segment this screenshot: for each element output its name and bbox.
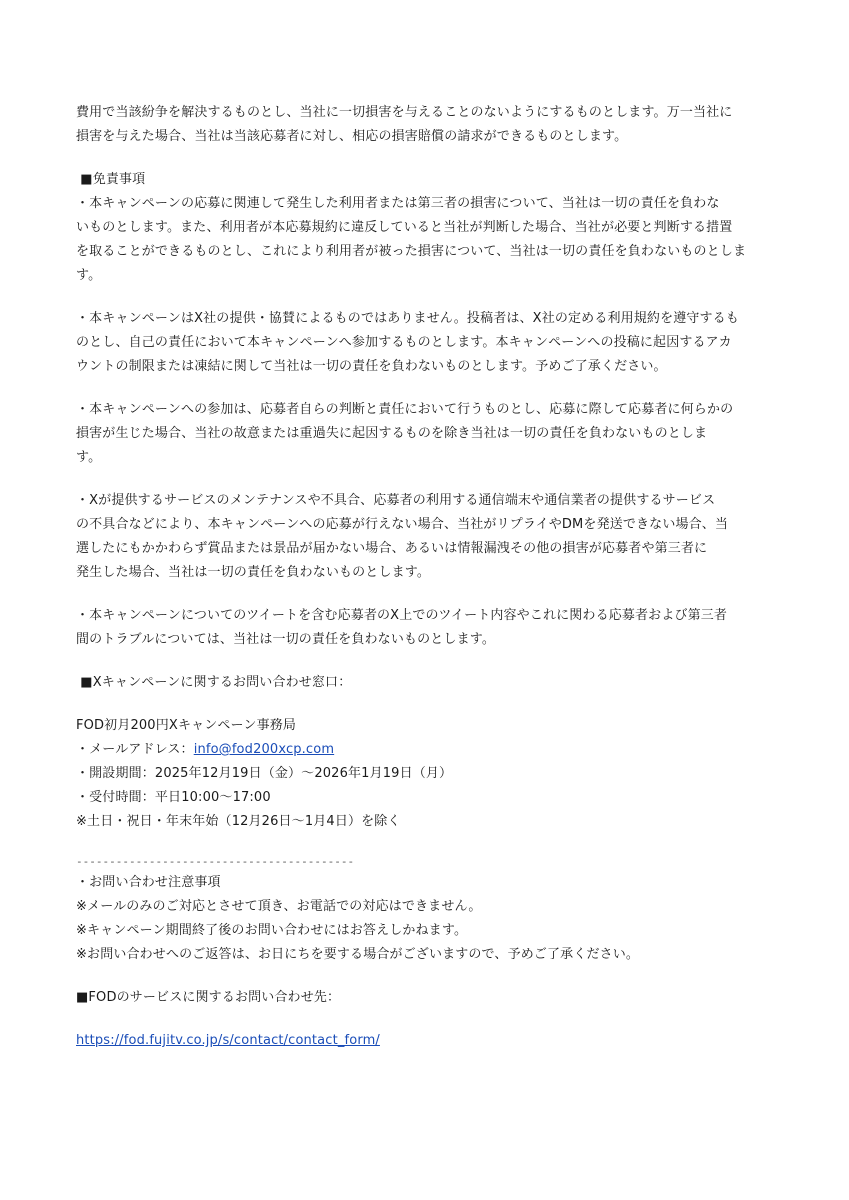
disclaimer-item-4: ・Xが提供するサービスのメンテナンスや不具合、応募者の利用する通信端末や通信業者の提供するサービス の不具合などにより、本キャンペーンへの応募が行えない場合、当社がリプライやDMを発送できない場合、当 選したにもかかわらず賞品または景品が届かない場合、あるいは情報漏洩その他の損害が応募者や第三者に 発生した場合、当社は一切の責任を負わないものとします。 <box>76 493 729 580</box>
contact-email-line <box>76 738 776 762</box>
section-divider: ------------------------------------------ <box>76 855 355 868</box>
document-page <box>76 101 776 1053</box>
disclaimer-item-5: ・本キャンペーンについてのツイートを含む応募者のX上でのツイート内容やこれに関わる応募者および第三者 間のトラブルについては、当社は一切の責任を負わないものとします。 <box>76 608 728 647</box>
contact-period: ・開設期間：2025年12月19日（金）～2026年1月19日（月） <box>76 766 453 781</box>
notes-item-3: ※お問い合わせへのご返答は、お日にちを要する場合がございますので、予めご了承ください。 <box>76 947 640 962</box>
disclaimer-heading: ■免責事項 <box>76 172 146 187</box>
notes-heading: ・お問い合わせ注意事項 <box>76 875 221 890</box>
contact-email-link[interactable]: info@fod200xcp.com <box>193 742 335 757</box>
disclaimer-item-3: ・本キャンペーンへの参加は、応募者自らの判断と責任において行うものとし、応募に際して応募者に何らかの 損害が生じた場合、当社の故意または重過失に起因するものを除き当社は一切の責任を負わないものとしま す。 <box>76 402 734 465</box>
notes-item-1: ※メールのみのご対応とさせて頂き、お電話での対応はできません。 <box>76 899 482 914</box>
disclaimer-item-2: ・本キャンペーンはX社の提供・協賛によるものではありません。投稿者は、X社の定める利用規約を遵守するも のとし、自己の責任において本キャンペーンへ参加するものとします。本キャンペーンへの投稿に起因するアカ ウントの制限または凍結に関して当社は一切の責任を負わないものとします。予めご了承ください。 <box>76 311 739 374</box>
fod-contact-heading: ■FODのサービスに関するお問い合わせ先： <box>76 990 341 1005</box>
fod-contact-url-line <box>76 1029 776 1053</box>
contact-email-label: ・メールアドレス： <box>76 742 194 757</box>
fod-contact-url-link[interactable]: https://fod.fujitv.co.jp/s/contact/contact_form/ <box>76 1033 380 1048</box>
intro-paragraph: 費用で当該紛争を解決するものとし、当社に一切損害を与えることのないようにするものとします。万一当社に 損害を与えた場合、当社は当該応募者に対し、相応の損害賠償の請求ができるものとします。 <box>76 105 733 144</box>
contact-holidays: ※土日・祝日・年末年始（12月26日～1月4日）を除く <box>76 814 401 829</box>
notes-item-2: ※キャンペーン期間終了後のお問い合わせにはお答えしかねます。 <box>76 923 468 938</box>
contact-heading: ■Xキャンペーンに関するお問い合わせ窓口： <box>76 675 352 690</box>
contact-hours: ・受付時間：平日10:00～17:00 <box>76 790 271 805</box>
contact-office: FOD初月200円Xキャンペーン事務局 <box>76 718 297 733</box>
disclaimer-item-1: ・本キャンペーンの応募に関連して発生した利用者または第三者の損害について、当社は一切の責任を負わな いものとします。また、利用者が本応募規約に違反していると当社が判断した場合、当社が必要と判断する措置 を取ることができるものとし、これにより利用者が被った損害について、当社は一切の責任を負わないものとしま す。 <box>76 196 747 283</box>
